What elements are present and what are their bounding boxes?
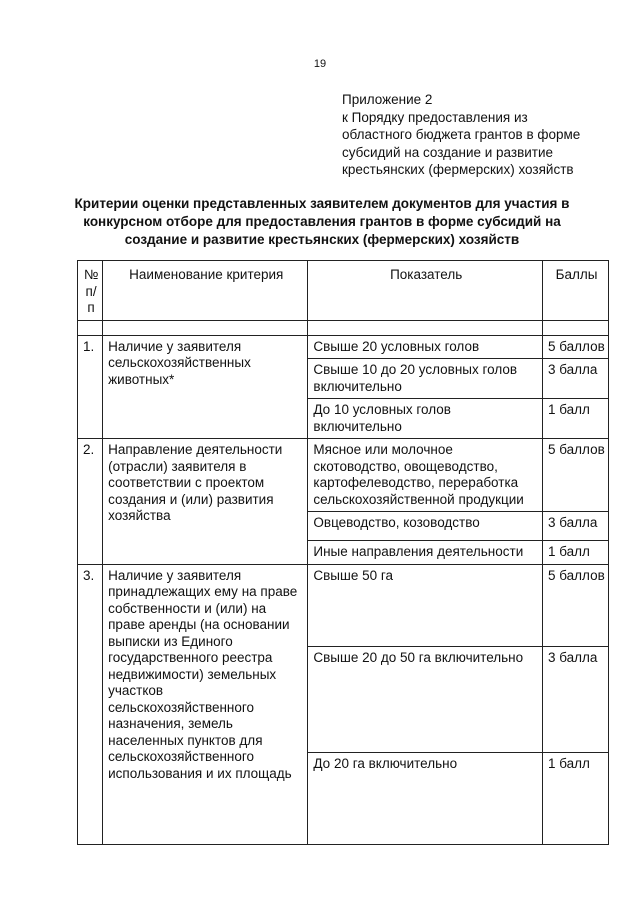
score-cell: 3 балла [542,359,608,399]
header-name: Наименование критерия [103,261,308,321]
score-cell: 1 балл [542,399,608,439]
appendix-line: субсидий на создание и развитие [342,144,554,160]
indicator-cell: Свыше 50 га [308,564,543,646]
indicator-cell: Свыше 20 условных голов [308,335,543,359]
appendix-line: к Порядку предоставления из [342,109,528,125]
indicator-cell: До 10 условных голов включительно [308,399,543,439]
criterion-name: Наличие у заявителя принадлежащих ему на праве собственности и (или) на праве аренды (на основании выписки из Единого государственного реестра недвижимости) земельных участков сельскохозяйственного назначения, земель населенных пунктов для сельскохозяйственного использования и их площадь [103,564,308,844]
table-row [78,335,609,359]
table-row [78,564,609,646]
title-line: конкурсном отборе для предоставления грантов в форме субсидий на [83,214,561,229]
criterion-name: Наличие у заявителя сельскохозяйственных животных* [103,335,308,439]
table-header-row [78,261,609,321]
score-cell: 3 балла [542,512,608,541]
appendix-line: областного бюджета грантов в форме [342,127,581,142]
indicator-cell: Иные направления деятельности [308,541,543,565]
score-cell: 1 балл [542,752,608,844]
criterion-number: 3. [78,564,103,844]
score-cell: 5 баллов [542,564,608,646]
header-num: № п/п [78,261,103,321]
indicator-cell: До 20 га включительно [308,752,543,844]
title-line: создание и развитие крестьянских (фермерских) хозяйств [124,232,520,247]
header-score: Баллы [542,261,608,321]
header-indicator: Показатель [308,261,543,321]
score-cell: 5 баллов [542,439,608,512]
score-cell: 3 балла [542,646,608,752]
criterion-number: 1. [78,335,103,439]
spacer-row [78,320,609,335]
indicator-cell: Овцеводство, козоводство [308,512,543,541]
indicator-cell: Мясное или молочное скотоводство, овощеводство, картофелеводство, переработка сельскохозяйственной продукции [308,439,543,512]
page-number: 19 [313,58,327,70]
title-line: Критерии оценки представленных заявителем документов для участия в [74,196,570,211]
indicator-cell: Свыше 20 до 50 га включительно [308,646,543,752]
appendix-note [342,91,580,179]
table-row [78,439,609,512]
score-cell: 5 баллов [542,335,608,359]
appendix-line: крестьянских (фермерских) хозяйств [342,162,574,177]
indicator-cell: Свыше 10 до 20 условных голов включительно [308,359,543,399]
appendix-line: Приложение 2 [342,92,433,107]
document-title [72,195,572,249]
criteria-table [77,260,609,845]
score-cell: 1 балл [542,541,608,565]
criterion-number: 2. [78,439,103,565]
criterion-name: Направление деятельности (отрасли) заявителя в соответствии с проектом создания и (или) развития хозяйства [103,439,308,565]
